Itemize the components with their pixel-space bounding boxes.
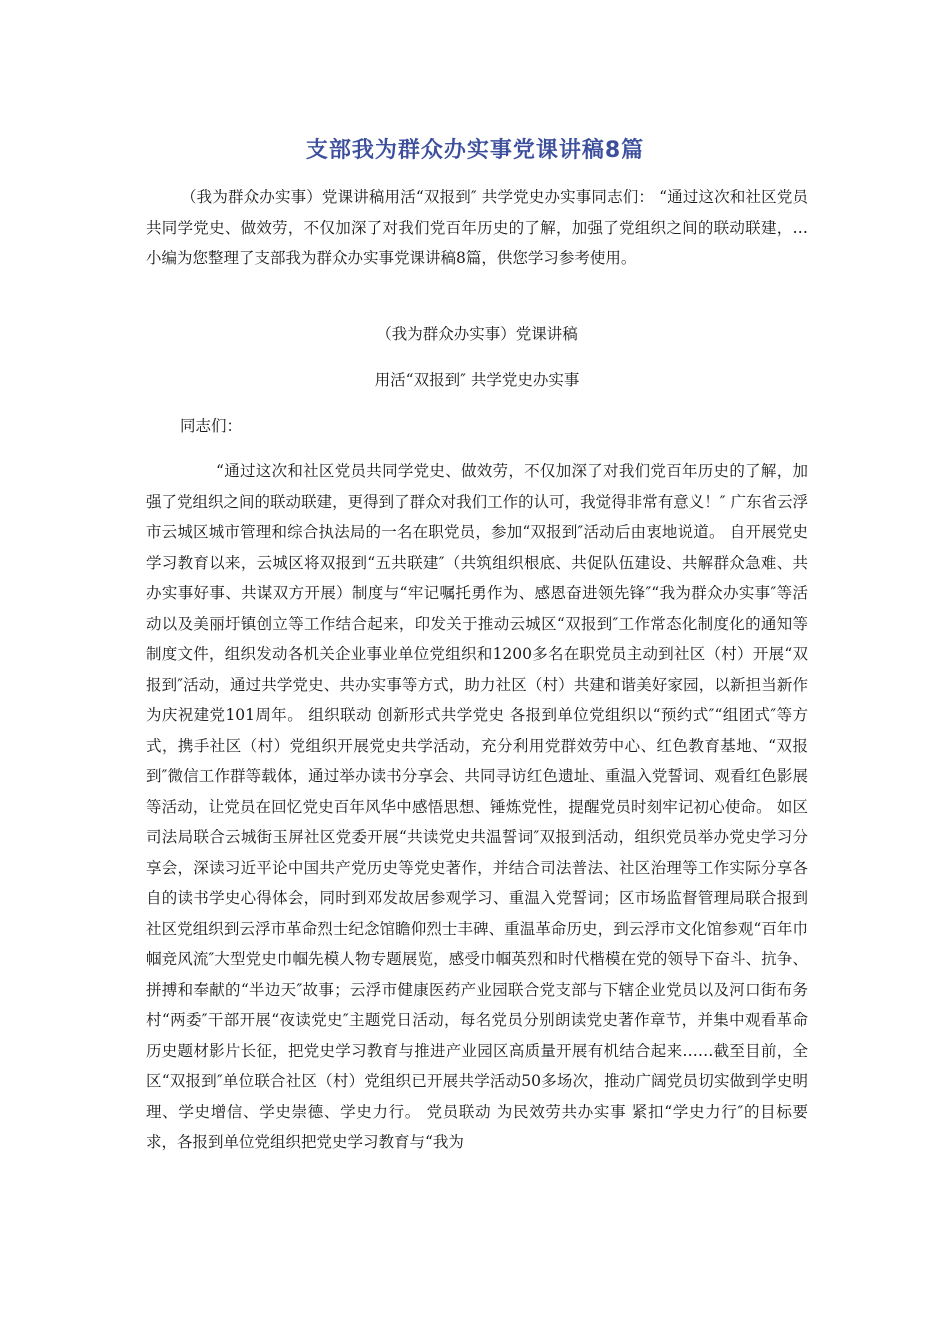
subtitle-theme: 用活“双报到″ 共学党史办实事: [374, 371, 580, 389]
document-title: 支部我为群众办实事党课讲稿8篇: [305, 138, 645, 163]
greeting: 同志们：: [180, 417, 243, 435]
body-paragraph: “通过这次和社区党员共同学党史、做效劳，不仅加深了对我们党百年历史的了解，加强了党组织之间的联动联建，更得到了群众对我们工作的认可，我觉得非常有意义！″ 广东省云浮市云城区城市管理和综合执法局的一名在职党员，参加“双报到″活动后由衷地说道。 自开展党史学习教育以来，云城区将双报到“五共联建″（共筑组织根底、共促队伍建设、共解群众急难、共办实事好事、共谋双方开展）制度与“牢记嘱托勇作为、感恩奋进领先锋″“我为群众办实事″等活动以及美丽圩镇创立等工作结合起来，印发关于推动云城区“双报到″工作常态化制度化的通知等制度文件，组织发动各机关企业事业单位党组织和1200多名在职党员主动到社区（村）开展“双报到″活动，通过共学党史、共办实事等方式，助力社区（村）共建和谐美好家园，以新担当新作为庆祝建党101周年。 组织联动 创新形式共学党史 各报到单位党组织以“预约式″“组团式″等方式，携手社区（村）党组织开展党史共学活动，充分利用党群效劳中心、红色教育基地、“双报到″微信工作群等载体，通过举办读书分享会、共同寻访红色遗址、重温入党誓词、观看红色影展等活动，让党员在回忆党史百年风华中感悟思想、锤炼党性，提醒党员时刻牢记初心使命。 如区司法局联合云城街玉屏社区党委开展“共读党史共温誓词″双报到活动，组织党员举办党史学习分享会，深读习近平论中国共产党历史等党史著作，并结合司法普法、社区治理等工作实际分享各自的读书学史心得体会，同时到邓发故居参观学习、重温入党誓词；区市场监督管理局联合报到社区党组织到云浮市革命烈士纪念馆瞻仰烈士丰碑、重温革命历史，到云浮市文化馆参观“百年巾帼竞风流″大型党史巾帼先模人物专题展览，感受巾帼英烈和时代楷模在党的领导下奋斗、抗争、拼搏和奉献的“半边天″故事；云浮市健康医药产业园联合党支部与下辖企业党员以及河口街布务村“两委″干部开展“夜读党史″主题党日活动，每名党员分别朗读党史著作章节，并集中观看革命历史题材影片长征，把党史学习教育与推进产业园区高质量开展有机结合起来……截至目前，全区“双报到″单位联合社区（村）党组织已开展共学活动50多场次，推动广阔党员切实做到学史明理、学史增信、学史崇德、学史力行。 党员联动 为民效劳共办实事 紧扣“学史力行″的目标要求，各报到单位党组织把党史学习教育与“我为: [146, 462, 808, 1151]
subtitle-lecture: （我为群众办实事）党课讲稿: [376, 325, 578, 343]
intro-paragraph: （我为群众办实事）党课讲稿用活“双报到″ 共学党史办实事同志们： “通过这次和社区党员共同学党史、做效劳，不仅加深了对我们党百年历史的了解，加强了党组织之间的联动联建，…小编为您整理了支部我为群众办实事党课讲稿8篇，供您学习参考使用。: [146, 188, 808, 267]
